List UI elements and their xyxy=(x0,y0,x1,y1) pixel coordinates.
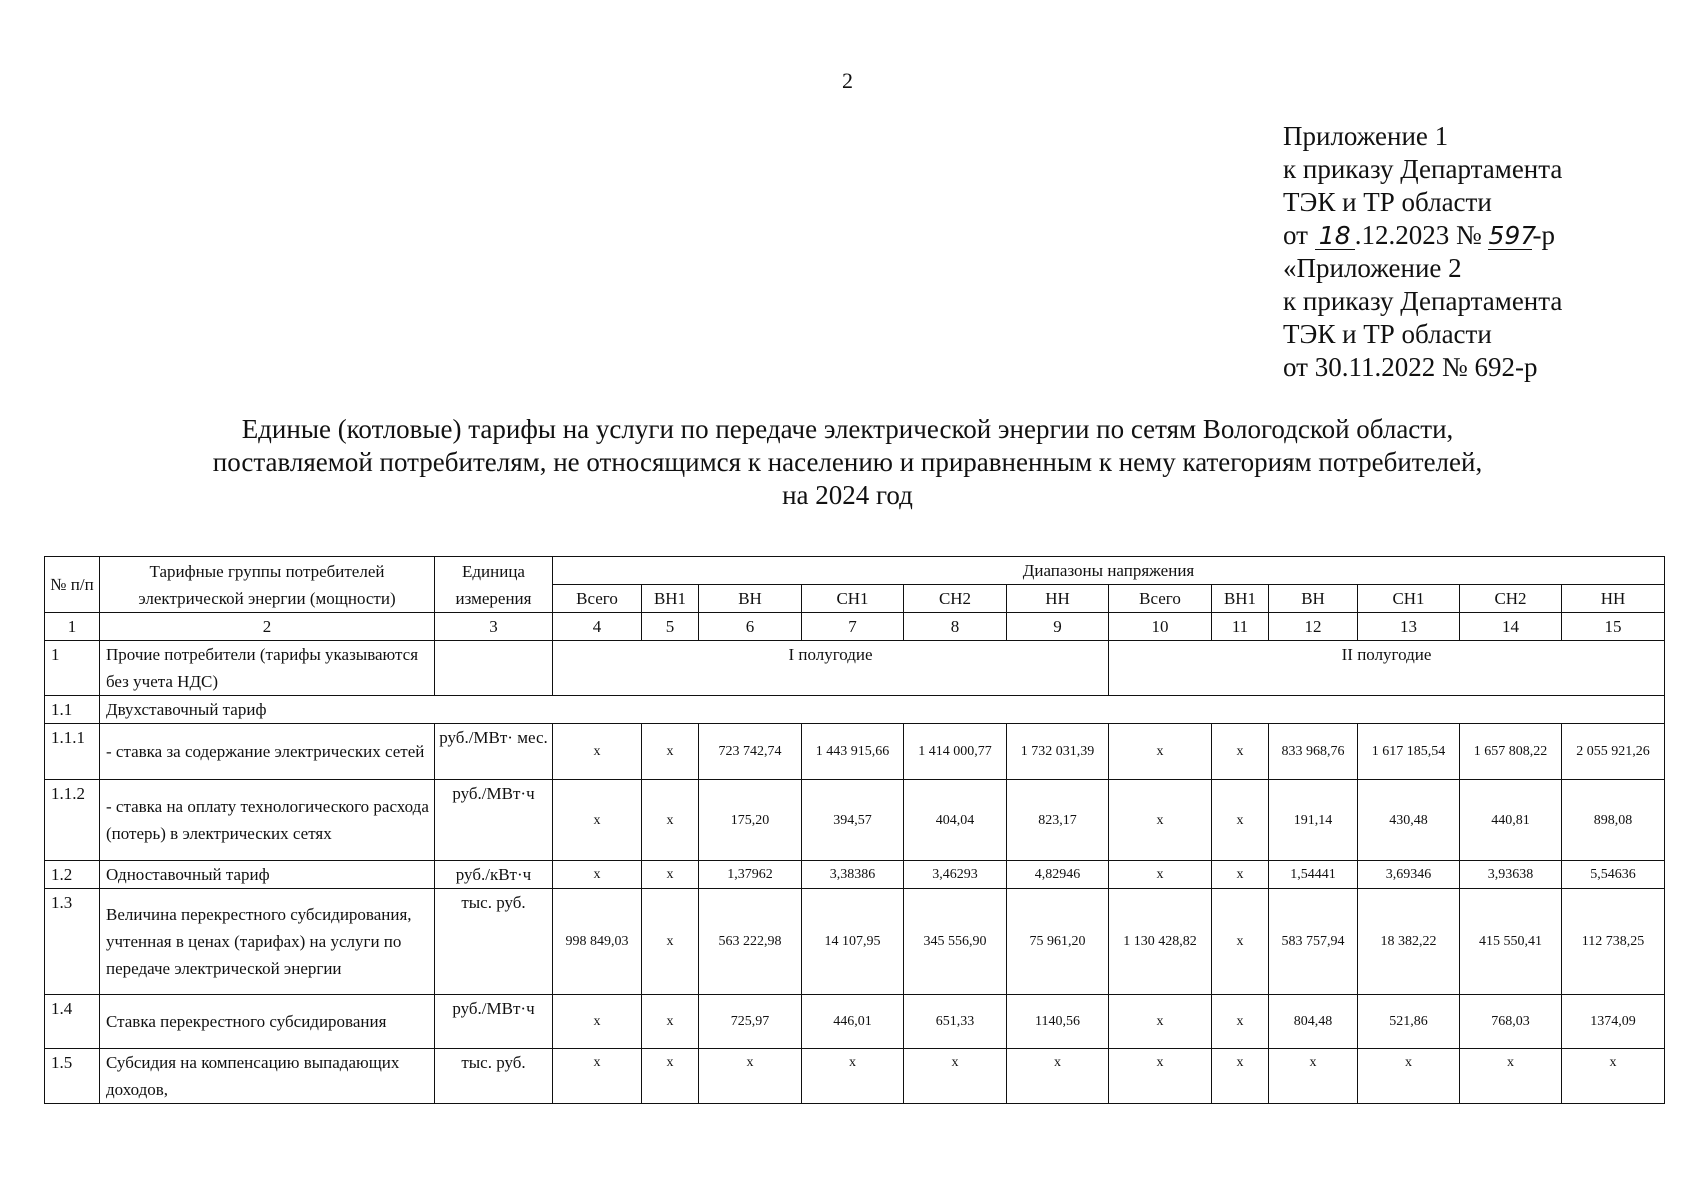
value-cell: 1 130 428,82 xyxy=(1109,889,1212,995)
value-cell: х xyxy=(802,1049,904,1104)
value-cell: х xyxy=(642,724,699,780)
header-col: Всего xyxy=(553,585,642,613)
row-unit: тыс. руб. xyxy=(435,889,553,995)
annex-line: к приказу Департамента xyxy=(1283,286,1563,316)
value-cell: 3,46293 xyxy=(904,861,1007,889)
column-number: 7 xyxy=(802,613,904,641)
value-cell: 404,04 xyxy=(904,780,1007,861)
value-cell: х xyxy=(1109,724,1212,780)
date-rest: .12.2023 № xyxy=(1354,220,1482,250)
value-cell: 898,08 xyxy=(1562,780,1665,861)
value-cell: 175,20 xyxy=(699,780,802,861)
annex-line: к приказу Департамента xyxy=(1283,154,1563,184)
column-number: 3 xyxy=(435,613,553,641)
value-cell: х xyxy=(699,1049,802,1104)
value-cell: 1140,56 xyxy=(1007,995,1109,1049)
annex-order-date xyxy=(1283,219,1562,252)
value-cell: 823,17 xyxy=(1007,780,1109,861)
value-cell: х xyxy=(1212,1049,1269,1104)
header-row xyxy=(45,557,1665,585)
row-unit: руб./МВт·ч xyxy=(435,780,553,861)
value-cell: х xyxy=(904,1049,1007,1104)
value-cell: 1 732 031,39 xyxy=(1007,724,1109,780)
value-cell: 3,38386 xyxy=(802,861,904,889)
document-title xyxy=(80,413,1615,512)
value-cell: 440,81 xyxy=(1460,780,1562,861)
value-cell: 4,82946 xyxy=(1007,861,1109,889)
header-col: СН1 xyxy=(802,585,904,613)
value-cell: 1 443 915,66 xyxy=(802,724,904,780)
header-unit: Единица измерения xyxy=(435,557,553,613)
value-cell: 5,54636 xyxy=(1562,861,1665,889)
value-cell: х xyxy=(1460,1049,1562,1104)
handwritten-day: 18 xyxy=(1315,223,1355,250)
row-number: 1.1.1 xyxy=(45,724,100,780)
value-cell: 725,97 xyxy=(699,995,802,1049)
subsection-row xyxy=(45,696,1665,724)
column-number: 12 xyxy=(1269,613,1358,641)
value-cell: 18 382,22 xyxy=(1358,889,1460,995)
value-cell: х xyxy=(642,780,699,861)
column-number: 11 xyxy=(1212,613,1269,641)
value-cell: 583 757,94 xyxy=(1269,889,1358,995)
value-cell: 768,03 xyxy=(1460,995,1562,1049)
value-cell: х xyxy=(642,1049,699,1104)
value-cell: 3,93638 xyxy=(1460,861,1562,889)
table-row xyxy=(45,889,1665,995)
table-row xyxy=(45,995,1665,1049)
column-number: 5 xyxy=(642,613,699,641)
value-cell: 446,01 xyxy=(802,995,904,1049)
header-col: НН xyxy=(1007,585,1109,613)
value-cell: х xyxy=(642,889,699,995)
value-cell: 998 849,03 xyxy=(553,889,642,995)
column-number: 4 xyxy=(553,613,642,641)
value-cell: х xyxy=(1212,995,1269,1049)
header-col: ВН xyxy=(699,585,802,613)
header-col: ВН1 xyxy=(1212,585,1269,613)
value-cell: 1,37962 xyxy=(699,861,802,889)
column-number: 10 xyxy=(1109,613,1212,641)
value-cell: 1 657 808,22 xyxy=(1460,724,1562,780)
column-number: 14 xyxy=(1460,613,1562,641)
value-cell: х xyxy=(1109,995,1212,1049)
value-cell: х xyxy=(1109,1049,1212,1104)
value-cell: 651,33 xyxy=(904,995,1007,1049)
annex-line: от 30.11.2022 № 692-р xyxy=(1283,352,1538,382)
page-number: 2 xyxy=(842,68,853,93)
annex-line: ТЭК и ТР области xyxy=(1283,187,1492,217)
column-number: 13 xyxy=(1358,613,1460,641)
title-line: Единые (котловые) тарифы на услуги по передаче электрической энергии по сетям Вологодской области, xyxy=(241,414,1454,444)
value-cell: х xyxy=(1212,889,1269,995)
header-col: Всего xyxy=(1109,585,1212,613)
row-name: Ставка перекрестного субсидирования xyxy=(100,995,435,1049)
value-cell: х xyxy=(1562,1049,1665,1104)
value-cell: 833 968,76 xyxy=(1269,724,1358,780)
value-cell: х xyxy=(1358,1049,1460,1104)
row-name: Двухставочный тариф xyxy=(100,696,1665,724)
column-number: 1 xyxy=(45,613,100,641)
value-cell: 345 556,90 xyxy=(904,889,1007,995)
value-cell: х xyxy=(553,780,642,861)
row-unit: руб./МВт·ч xyxy=(435,995,553,1049)
value-cell: 1 617 185,54 xyxy=(1358,724,1460,780)
row-name: - ставка за содержание электрических сетей xyxy=(100,724,435,780)
column-number: 9 xyxy=(1007,613,1109,641)
tariff-table xyxy=(44,556,1665,1104)
annex-line: «Приложение 2 xyxy=(1283,253,1462,283)
value-cell: 112 738,25 xyxy=(1562,889,1665,995)
value-cell: 415 550,41 xyxy=(1460,889,1562,995)
value-cell: 804,48 xyxy=(1269,995,1358,1049)
value-cell: 75 961,20 xyxy=(1007,889,1109,995)
row-name: Прочие потребители (тарифы указываются без учета НДС) xyxy=(100,641,435,696)
value-cell: х xyxy=(1007,1049,1109,1104)
column-number: 8 xyxy=(904,613,1007,641)
row-name: Величина перекрестного субсидирования, учтенная в ценах (тарифах) на услуги по передаче электрической энергии xyxy=(100,889,435,995)
table-row xyxy=(45,1049,1665,1104)
row-name: - ставка на оплату технологического расхода (потерь) в электрических сетях xyxy=(100,780,435,861)
column-number: 6 xyxy=(699,613,802,641)
value-cell: 563 222,98 xyxy=(699,889,802,995)
column-number: 15 xyxy=(1562,613,1665,641)
row-number: 1.5 xyxy=(45,1049,100,1104)
value-cell: 1374,09 xyxy=(1562,995,1665,1049)
header-col: СН2 xyxy=(904,585,1007,613)
header-col: ВН1 xyxy=(642,585,699,613)
value-cell: 191,14 xyxy=(1269,780,1358,861)
value-cell: 14 107,95 xyxy=(802,889,904,995)
value-cell: х xyxy=(1269,1049,1358,1104)
row-number: 1.3 xyxy=(45,889,100,995)
table-row xyxy=(45,861,1665,889)
row-unit xyxy=(435,641,553,696)
row-unit: руб./МВт· мес. xyxy=(435,724,553,780)
header-group: Тарифные группы потребителей электрической энергии (мощности) xyxy=(100,557,435,613)
handwritten-order-number: 597 xyxy=(1488,221,1537,250)
value-cell: х xyxy=(642,861,699,889)
column-number-row xyxy=(45,613,1665,641)
value-cell: 723 742,74 xyxy=(699,724,802,780)
table-row xyxy=(45,780,1665,861)
annex-line: Приложение 1 xyxy=(1283,121,1449,151)
value-cell: х xyxy=(553,724,642,780)
row-number: 1 xyxy=(45,641,100,696)
value-cell: 1 414 000,77 xyxy=(904,724,1007,780)
value-cell: х xyxy=(553,995,642,1049)
order-suffix: -р xyxy=(1532,220,1555,250)
value-cell: х xyxy=(553,1049,642,1104)
value-cell: х xyxy=(1212,724,1269,780)
value-cell: 430,48 xyxy=(1358,780,1460,861)
title-line: на 2024 год xyxy=(782,480,913,510)
table-row xyxy=(45,724,1665,780)
value-cell: х xyxy=(553,861,642,889)
value-cell: 2 055 921,26 xyxy=(1562,724,1665,780)
value-cell: 3,69346 xyxy=(1358,861,1460,889)
value-cell: х xyxy=(1212,861,1269,889)
header-no: № п/п xyxy=(45,557,100,613)
value-cell: х xyxy=(1109,861,1212,889)
header-col: СН1 xyxy=(1358,585,1460,613)
header-col: СН2 xyxy=(1460,585,1562,613)
header-voltage-ranges: Диапазоны напряжения xyxy=(553,557,1665,585)
row-number: 1.1 xyxy=(45,696,100,724)
value-cell: х xyxy=(1109,780,1212,861)
half-year-2: II полугодие xyxy=(1109,641,1665,696)
value-cell: 1,54441 xyxy=(1269,861,1358,889)
column-number: 2 xyxy=(100,613,435,641)
row-name: Одноставочный тариф xyxy=(100,861,435,889)
value-cell: 394,57 xyxy=(802,780,904,861)
half-year-1: I полугодие xyxy=(553,641,1109,696)
date-prefix: от xyxy=(1283,220,1308,250)
title-line: поставляемой потребителям, не относящимся к населению и приравненным к нему категориям потребителей, xyxy=(212,447,1483,477)
section-row xyxy=(45,641,1665,696)
header-col: ВН xyxy=(1269,585,1358,613)
row-unit: руб./кВт·ч xyxy=(435,861,553,889)
tariff-data-rows xyxy=(45,724,1665,1104)
row-number: 1.4 xyxy=(45,995,100,1049)
annex-block xyxy=(1283,120,1562,384)
annex-line: ТЭК и ТР области xyxy=(1283,319,1492,349)
value-cell: х xyxy=(1212,780,1269,861)
row-number: 1.1.2 xyxy=(45,780,100,861)
value-cell: х xyxy=(642,995,699,1049)
header-col: НН xyxy=(1562,585,1665,613)
value-cell: 521,86 xyxy=(1358,995,1460,1049)
row-name: Субсидия на компенсацию выпадающих доходов, xyxy=(100,1049,435,1104)
row-unit: тыс. руб. xyxy=(435,1049,553,1104)
row-number: 1.2 xyxy=(45,861,100,889)
